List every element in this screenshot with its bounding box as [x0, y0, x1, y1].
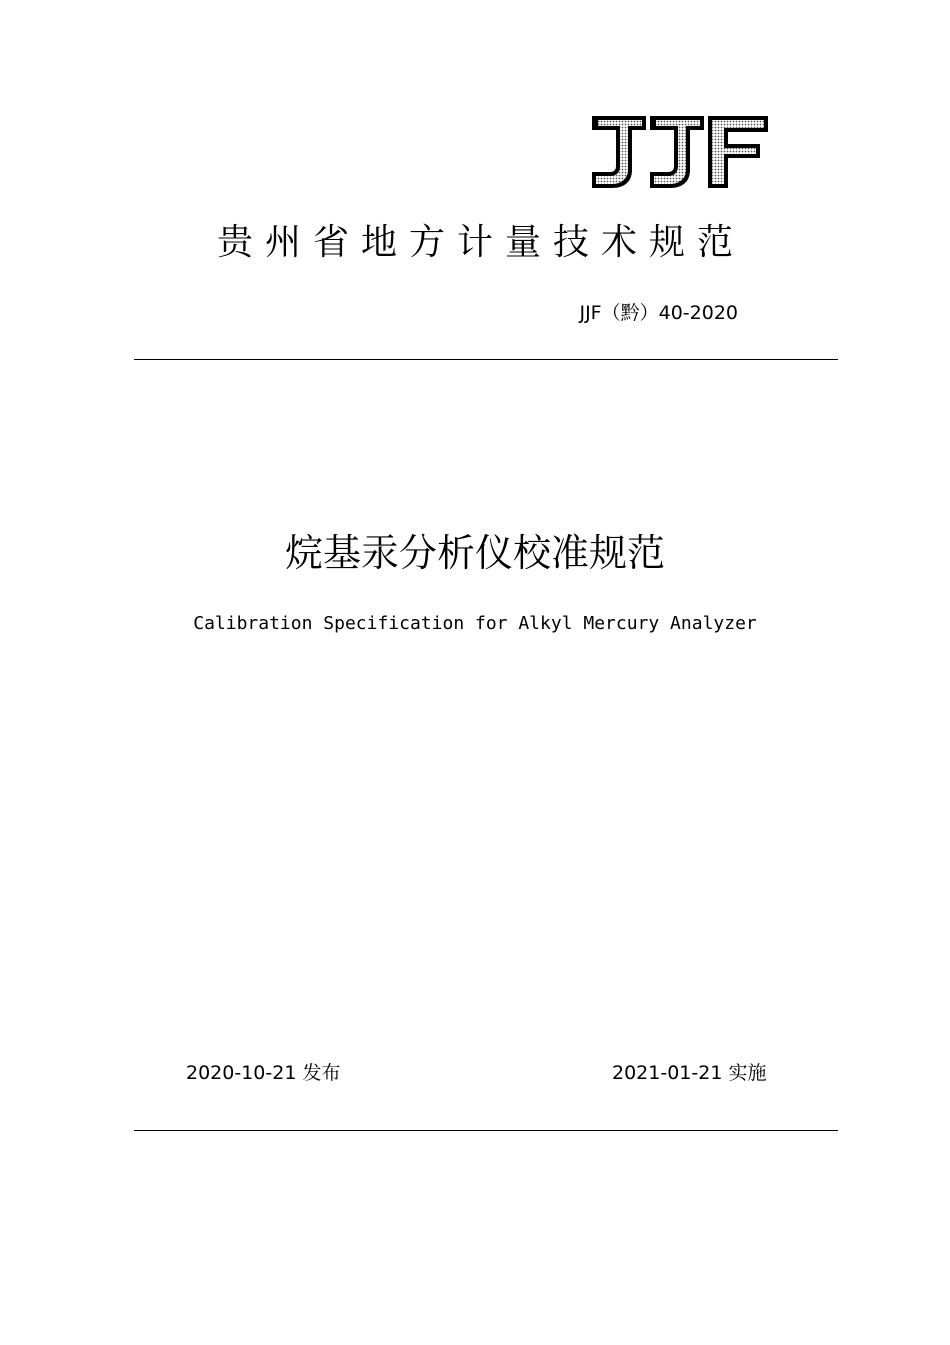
effective-date: 2021-01-21 实施 — [612, 1062, 767, 1084]
logo-letter-j2 — [650, 116, 704, 188]
bottom-divider — [134, 1130, 838, 1131]
logo-letter-f — [708, 116, 768, 188]
document-title: 烷基汞分析仪校准规范 — [284, 531, 665, 575]
top-divider — [134, 359, 838, 360]
series-title: 贵州省地方计量技术规范 — [216, 222, 745, 263]
standard-number: JJF（黔）40-2020 — [579, 302, 738, 324]
document-title-english: Calibration Specification for Alkyl Mercury Analyzer — [193, 613, 757, 634]
jjf-logo — [588, 114, 770, 190]
logo-letter-j1 — [592, 116, 646, 188]
issue-date: 2020-10-21 发布 — [186, 1062, 341, 1084]
